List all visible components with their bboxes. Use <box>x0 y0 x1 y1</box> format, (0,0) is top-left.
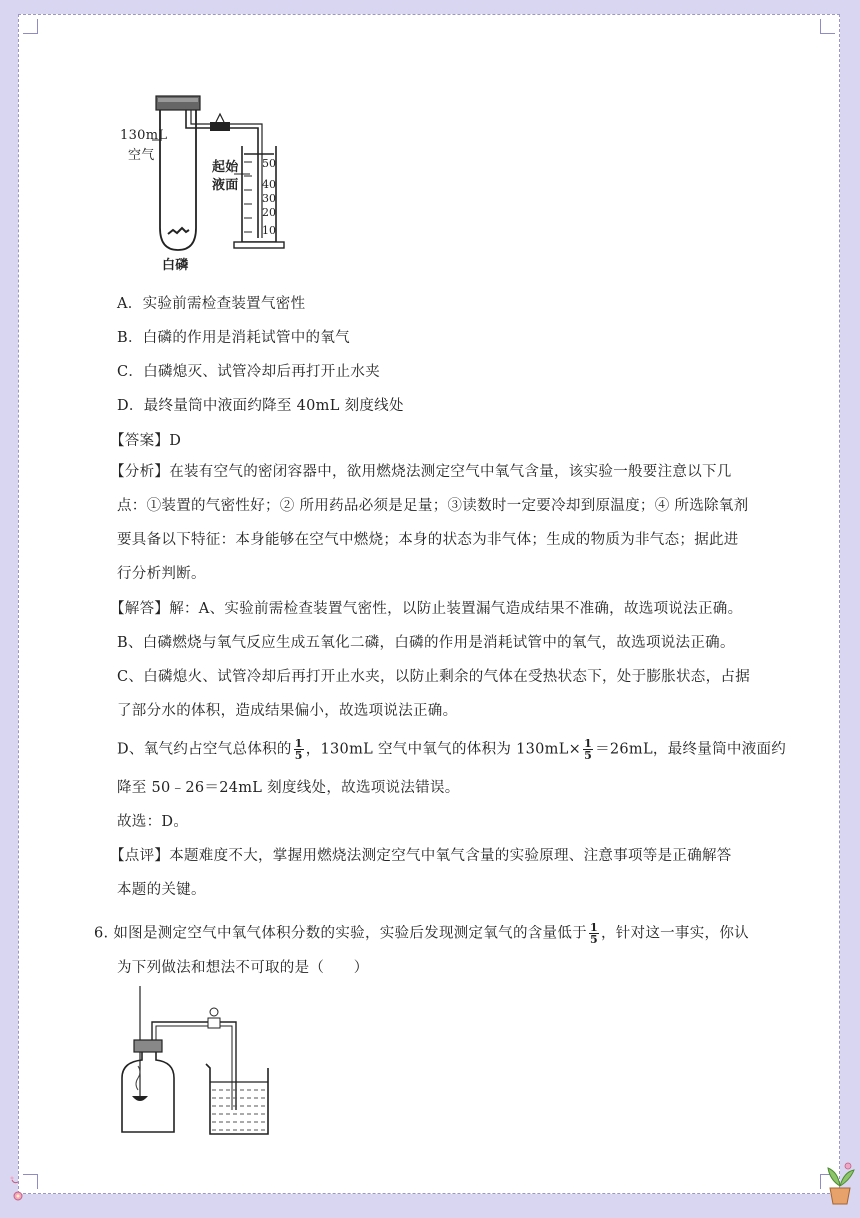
cylinder-base <box>234 242 284 248</box>
analysis-line-4: 行分析判断。 <box>117 566 206 582</box>
gas-jar <box>122 1052 174 1132</box>
potted-plant-icon <box>822 1160 858 1206</box>
fraction-numerator: 1 <box>294 737 303 750</box>
option-c: C．白磷熄灭、试管冷却后再打开止水夹 <box>117 364 380 380</box>
solution-d-part2: ，130mL 空气中氧气的体积为 130mL× <box>305 741 582 758</box>
comment-line-1: 【点评】本题难度不大，掌握用燃烧法测定空气中氧气含量的实验原理、注意事项等是正确解答 <box>110 848 732 864</box>
question-fraction <box>589 922 599 945</box>
scale-20: 20 <box>262 206 276 219</box>
comment-line-2: 本题的关键。 <box>117 882 206 898</box>
fraction-one-fifth <box>294 738 304 761</box>
start-level-label-1: 起始 <box>212 160 239 175</box>
question-fraction-numerator: 1 <box>589 921 598 934</box>
fraction-denominator: 5 <box>294 749 303 762</box>
water-clamp <box>210 122 230 131</box>
water-hatching <box>212 1090 266 1130</box>
volume-label: 130mL <box>120 128 168 143</box>
crop-mark-top-left <box>23 19 38 34</box>
option-b: B．白磷的作用是消耗试管中的氧气 <box>117 330 350 346</box>
clamp-2-handle <box>210 1008 218 1016</box>
choice-line: 故选：D。 <box>117 814 189 830</box>
figure-phosphorus-apparatus <box>110 88 310 278</box>
start-level-label-2: 液面 <box>212 178 239 193</box>
flame <box>136 1066 140 1090</box>
scale-30: 30 <box>262 192 276 205</box>
combustion-spoon <box>132 1096 148 1101</box>
answer-line: 【答案】D <box>110 433 182 449</box>
question-6-line-2: 为下列做法和想法不可取的是（ ） <box>117 960 369 976</box>
scale-50: 50 <box>262 157 276 170</box>
solution-d-line-1 <box>117 738 786 761</box>
fraction-numerator-2: 1 <box>584 737 593 750</box>
solution-line-4: 了部分水的体积，造成结果偏小，故选项说法正确。 <box>117 703 458 719</box>
scale-40: 40 <box>262 178 276 191</box>
analysis-line-1: 【分析】在装有空气的密闭容器中，欲用燃烧法测定空气中氧气含量，该实验一般要注意以下几 <box>110 464 732 480</box>
clamp-handle <box>216 114 224 122</box>
scale-10: 10 <box>262 224 276 237</box>
fraction-one-fifth-2 <box>583 738 593 761</box>
connecting-tube-2 <box>152 1022 236 1110</box>
beaker <box>206 1064 268 1134</box>
figure-oxygen-apparatus <box>112 982 292 1142</box>
solution-line-1: 【解答】解：A、实验前需检查装置气密性，以防止装置漏气造成结果不准确，故选项说法正确。 <box>110 601 743 617</box>
connecting-tube-2-inner <box>156 1026 232 1110</box>
stopper-highlight <box>158 98 198 102</box>
solution-d-part3: ＝26mL，最终量筒中液面约 <box>595 741 787 758</box>
solution-d-line-2: 降至 50﹣26＝24mL 刻度线处，故选项说法错误。 <box>117 780 460 796</box>
option-a: A．实验前需检查装置气密性 <box>117 296 306 312</box>
air-label: 空气 <box>128 148 155 163</box>
analysis-line-3: 要具备以下特征：本身能够在空气中燃烧；本身的状态为非气体；生成的物质为非气态；据此进 <box>117 532 739 548</box>
phosphorus-label: 白磷 <box>162 258 189 273</box>
question-number: 6. <box>94 925 109 942</box>
question-6-line-1 <box>94 922 749 945</box>
crop-mark-top-right <box>820 19 835 34</box>
jar-stopper <box>134 1040 162 1052</box>
white-phosphorus <box>168 228 189 234</box>
question-6-part1: 如图是测定空气中氧气体积分数的实验，实验后发现测定氧气的含量低于 <box>113 925 587 942</box>
flower-decoration-icon <box>8 1170 38 1206</box>
fraction-denominator-2: 5 <box>584 749 593 762</box>
clamp-2 <box>208 1018 220 1028</box>
question-6-part2: ，针对这一事实，你认 <box>600 925 749 942</box>
solution-line-2: B、白磷燃烧与氧气反应生成五氧化二磷，白磷的作用是消耗试管中的氧气，故选项说法正确。 <box>117 635 735 651</box>
analysis-line-2: 点：①装置的气密性好；② 所用药品必须是足量；③读数时一定要冷却到原温度；④ 所选除氧剂 <box>117 498 749 514</box>
option-d: D．最终量筒中液面约降至 40mL 刻度线处 <box>117 398 404 414</box>
question-fraction-denominator: 5 <box>589 933 598 946</box>
solution-d-part1: D、氧气约占空气总体积的 <box>117 741 292 758</box>
cylinder-ticks <box>244 162 252 232</box>
solution-line-3: C、白磷熄火、试管冷却后再打开止水夹，以防止剩余的气体在受热状态下，处于膨胀状态，占据 <box>117 669 750 685</box>
